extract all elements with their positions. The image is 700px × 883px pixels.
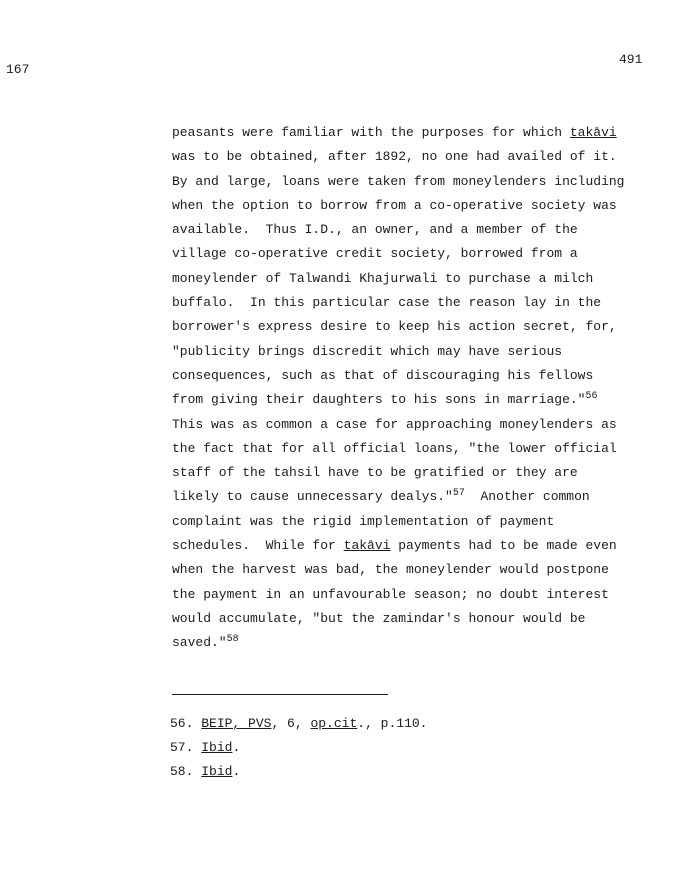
footnote-58: 58. Ibid. [170, 764, 241, 779]
footnote-ref: 56 [585, 391, 598, 403]
text-line: saved."$^{58}$ [172, 634, 239, 651]
text-line: borrower's express desire to keep his action secret, for, [172, 319, 617, 335]
footnote-ref: 57 [452, 488, 465, 500]
text-line: likely to cause unnecessary dealys."$^{57}$ Another common [172, 488, 590, 505]
footnotes [170, 712, 427, 784]
body-text [172, 121, 642, 656]
footnote-divider [172, 694, 388, 695]
text-line: buffalo. In this particular case the reason lay in the [172, 295, 602, 311]
text-line: the fact that for all official loans, "the lower official [172, 440, 617, 456]
text-line: schedules. While for takāvi payments had to be made even [172, 538, 617, 554]
text-line: By and large, loans were taken from moneylenders including [172, 173, 625, 189]
footnote-56: 56. BEIP, PVS, 6, op.cit., p.110. [170, 716, 428, 731]
footnote-57: 57. Ibid. [170, 740, 241, 755]
text-line: would accumulate, "but the zamindar's honour would be [172, 610, 586, 626]
text-line: This was as common a case for approaching moneylenders as [172, 416, 617, 432]
text-line: the payment in an unfavourable season; no doubt interest [172, 586, 609, 602]
text-line: consequences, such as that of discouraging his fellows [172, 367, 594, 383]
left-page-number: 167 [6, 62, 30, 77]
text-line: when the harvest was bad, the moneylender would postpone [172, 562, 609, 578]
text-line: available. Thus I.D., an owner, and a member of the [172, 222, 578, 238]
footnote-ref: 58 [226, 634, 239, 646]
text-line: from giving their daughters to his sons in marriage."$^{56}$ [172, 391, 598, 408]
text-line: was to be obtained, after 1892, no one had availed of it. [172, 149, 617, 165]
text-line: when the option to borrow from a co-operative society was [172, 197, 617, 213]
text-line: village co-operative credit society, borrowed from a [172, 246, 578, 262]
text-line: moneylender of Talwandi Khajurwali to purchase a milch [172, 270, 594, 286]
text-line: peasants were familiar with the purposes for which takāvi [172, 125, 617, 140]
text-line: complaint was the rigid implementation of payment [172, 513, 555, 529]
right-page-number: 491 [619, 52, 643, 67]
text-line: "publicity brings discredit which may have serious [172, 343, 563, 359]
text-line: staff of the tahsil have to be gratified or they are [172, 465, 578, 481]
